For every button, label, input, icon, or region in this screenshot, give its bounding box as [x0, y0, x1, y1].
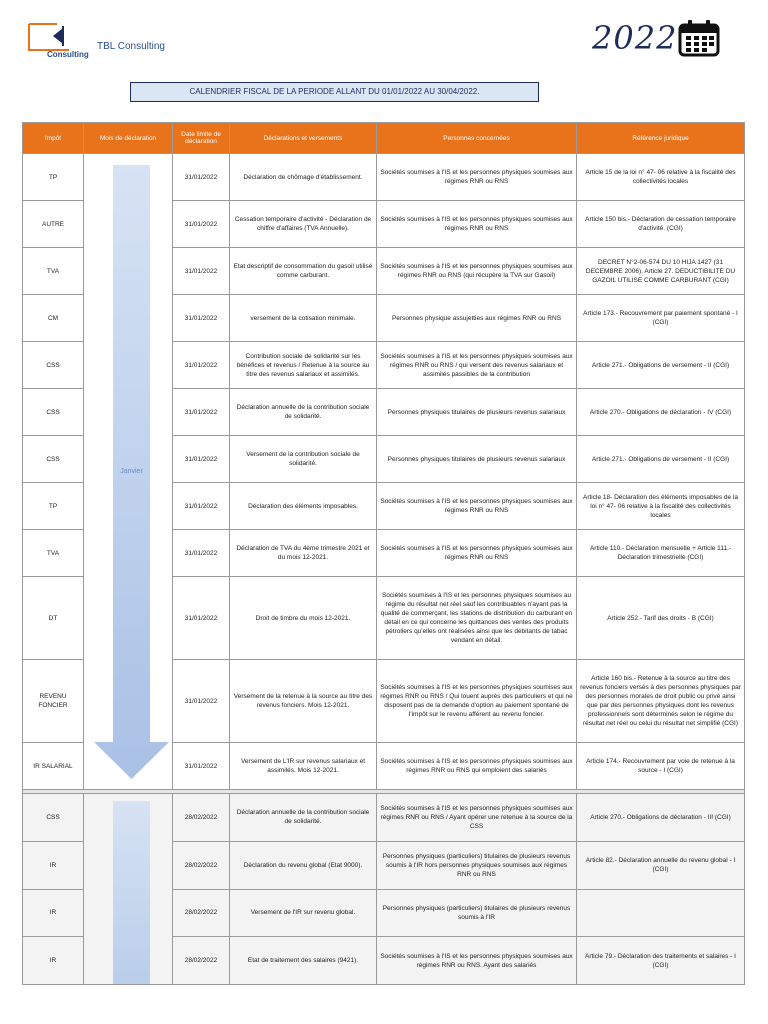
deadline-cell: 31/01/2022: [173, 389, 230, 436]
deadline-cell: 31/01/2022: [173, 743, 230, 790]
deadline-cell: 31/01/2022: [173, 483, 230, 530]
column-header: Date limite de déclaration: [173, 123, 230, 154]
declaration-cell: Déclaration du revenu global (Etat 9000).: [230, 841, 377, 889]
legal-reference-cell: Article 82.- Déclaration annuelle du revenu global - I (CGI): [577, 841, 745, 889]
year-title: 2022: [592, 19, 678, 57]
declaration-cell: Versement de la retenue à la source au titre des revenus fonciers. Mois 12-2021.: [230, 660, 377, 743]
legal-reference-cell: Article 271.- Obligations de versement - II (CGI): [577, 436, 745, 483]
tax-type-cell: AUTRE: [23, 201, 84, 248]
deadline-cell: 31/01/2022: [173, 660, 230, 743]
persons-cell: Personnes physiques titulaires de plusieurs revenus salariaux: [377, 436, 577, 483]
declaration-cell: Déclaration annuelle de la contribution sociale de solidarité.: [230, 389, 377, 436]
deadline-cell: 31/01/2022: [173, 436, 230, 483]
company-logo: [27, 18, 177, 60]
month-cell: [84, 794, 173, 985]
tax-type-cell: REVENU FONCIER: [23, 660, 84, 743]
tax-type-cell: IR: [23, 937, 84, 985]
deadline-cell: 31/01/2022: [173, 530, 230, 577]
deadline-cell: 31/01/2022: [173, 342, 230, 389]
deadline-cell: 28/02/2022: [173, 937, 230, 985]
legal-reference-cell: Article 270.- Obligations de déclaration - IV (CGI): [577, 389, 745, 436]
declaration-cell: Droit de timbre du mois 12-2021.: [230, 577, 377, 660]
declaration-cell: Déclaration de chômage d'établissement.: [230, 154, 377, 201]
tax-type-cell: IR SALARIAL: [23, 743, 84, 790]
legal-reference-cell: DECRET N°2-06-574 DU 10 HIJA 1427 (31 DECEMBRE 2006). Article 27. DEDUCTIBILITE DU GAZOIL UTILISE COMME CARBURANT (CGI): [577, 248, 745, 295]
table-row: [23, 794, 745, 842]
persons-cell: Sociétés soumises à l'IS et les personnes physiques soumises aux régimes RNR ou RNS qui emploient des salariés: [377, 743, 577, 790]
persons-cell: Sociétés soumises à l'IS et les personnes physiques soumises aux régimes RNR ou RNS / Qui louent auprès des particuliers et qui ne disposent pas de la demande d'option au paiement spontané de l'impôt sur le revenu afférent au revenu foncier.: [377, 660, 577, 743]
tax-type-cell: TP: [23, 154, 84, 201]
tax-type-cell: IR: [23, 841, 84, 889]
month-label: Janvier: [120, 467, 143, 475]
deadline-cell: 31/01/2022: [173, 577, 230, 660]
deadline-cell: 28/02/2022: [173, 889, 230, 937]
persons-cell: Sociétés soumises à l'IS et les personnes physiques soumises aux régimes RNR ou RNS / Ayant opérer une retenue à la source de la CSS: [377, 794, 577, 842]
legal-reference-cell: Article 271.- Obligations de versement - II (CGI): [577, 342, 745, 389]
persons-cell: Sociétés soumises à l'IS et les personnes physiques soumises aux régimes RNR ou RNS. Ayant des salariés: [377, 937, 577, 985]
tax-type-cell: TP: [23, 483, 84, 530]
legal-reference-cell: [577, 889, 745, 937]
tax-type-cell: CSS: [23, 389, 84, 436]
deadline-cell: 28/02/2022: [173, 794, 230, 842]
legal-reference-cell: Article 110.- Déclaration mensuelle + Article 111.- Déclaration trimestrielle (CGI): [577, 530, 745, 577]
fiscal-calendar-table: [22, 122, 745, 985]
period-banner: CALENDRIER FISCAL DE LA PERIODE ALLANT DU 01/01/2022 AU 30/04/2022.: [130, 82, 539, 102]
month-cell: [84, 154, 173, 790]
table-row: [23, 154, 745, 201]
declaration-cell: Déclaration des éléments imposables.: [230, 483, 377, 530]
declaration-cell: versement de la cotisation minimale.: [230, 295, 377, 342]
column-header: Déclarations et versements: [230, 123, 377, 154]
table-header-row: [23, 123, 745, 154]
deadline-cell: 31/01/2022: [173, 248, 230, 295]
deadline-cell: 28/02/2022: [173, 841, 230, 889]
persons-cell: Personnes physiques (particuliers) titulaires de plusieurs revenus soumis à l'IR: [377, 889, 577, 937]
legal-reference-cell: Article 173.- Recouvrement par paiement spontané - I (CGI): [577, 295, 745, 342]
tax-type-cell: IR: [23, 889, 84, 937]
declaration-cell: Etat de traitement des salaires (9421).: [230, 937, 377, 985]
legal-reference-cell: Article 174.- Recouvrement par voie de retenue à la source - I (CGI): [577, 743, 745, 790]
logo-mark-icon: [27, 22, 71, 52]
column-header: Mois de déclaration: [84, 123, 173, 154]
persons-cell: Sociétés soumises à l'IS et les personnes physiques soumises aux régimes RNR ou RNS: [377, 154, 577, 201]
persons-cell: Sociétés soumises à l'IS et les personnes physiques soumises aux régimes RNR ou RNS: [377, 201, 577, 248]
declaration-cell: Déclaration annuelle de la contribution sociale de solidarité.: [230, 794, 377, 842]
declaration-cell: Versement de l'IR sur revenu global.: [230, 889, 377, 937]
persons-cell: Sociétés soumises à l'IS et les personnes physiques soumises aux régimes RNR ou RNS: [377, 483, 577, 530]
legal-reference-cell: Article 150 bis.- Déclaration de cessation temporaire d'activité. (CGI): [577, 201, 745, 248]
legal-reference-cell: Article 79.- Déclaration des traitements et salaires - I (CGI): [577, 937, 745, 985]
declaration-cell: Déclaration de TVA du 4ème trimestre 2021 et du mois 12-2021.: [230, 530, 377, 577]
legal-reference-cell: Article 18- Déclaration des éléments imposables de la loi n° 47- 06 relative à la fiscalité des collectivités locales: [577, 483, 745, 530]
column-header: Impôt: [23, 123, 84, 154]
persons-cell: Personnes physique assujetties aux régimes RNR ou RNS: [377, 295, 577, 342]
logo-subtitle: Consulting: [47, 50, 89, 59]
declaration-cell: Etat descriptif de consommation du gasoil utilisé comme carburant.: [230, 248, 377, 295]
declaration-cell: Contribution sociale de solidarité sur les bénéfices et revenus / Retenue à la source au titre des revenus salariaux et assimilés.: [230, 342, 377, 389]
deadline-cell: 31/01/2022: [173, 295, 230, 342]
column-header: Référence juridique: [577, 123, 745, 154]
persons-cell: Sociétés soumises à l'IS et les personnes physiques soumises aux régimes RNR ou RNS (qui récupère la TVA sur Gasoil): [377, 248, 577, 295]
legal-reference-cell: Article 160 bis.- Retenue à la source au titre des revenus fonciers versés à des personnes physiques par des personnes morales de droit public ou privé ainsi que par des personnes physiques dont les revenus professionnels sont déterminés selon le régime du résultat net réel ou celui du résultat net simplifié (CGI): [577, 660, 745, 743]
persons-cell: Sociétés soumises à l'IS et les personnes physiques soumises au régime du résultat net réel sauf les contribuables n'ayant pas la qualité de commerçant, les stations de distribution du carburant en détail en ce qui concerne les quittances des ventes des produits pétroliers qu'elles ont réalisées ainsi que les débitants de tabac vendant en détail.: [377, 577, 577, 660]
tax-type-cell: CSS: [23, 436, 84, 483]
persons-cell: Sociétés soumises à l'IS et les personnes physiques soumises aux régimes RNR ou RNS / qui versent des revenus salariaux et assimilés passibles de la contribution: [377, 342, 577, 389]
month-bar: [113, 801, 150, 985]
persons-cell: Personnes physiques (particuliers) titulaires de plusieurs revenus soumis à l'IR hors personnes physiques soumises aux régimes RNR ou RNS: [377, 841, 577, 889]
persons-cell: Sociétés soumises à l'IS et les personnes physiques soumises aux régimes RNR ou RNS: [377, 530, 577, 577]
tax-type-cell: CSS: [23, 794, 84, 842]
declaration-cell: Cessation temporaire d'activité - Déclaration de chiffre d'affaires (TVA Annuelle).: [230, 201, 377, 248]
deadline-cell: 31/01/2022: [173, 154, 230, 201]
tax-type-cell: CSS: [23, 342, 84, 389]
column-header: Personnes concernées: [377, 123, 577, 154]
legal-reference-cell: Article 15 de la loi n° 47- 06 relative à la fiscalité des collectivités locales: [577, 154, 745, 201]
legal-reference-cell: Article 270.- Obligations de déclaration - III (CGI): [577, 794, 745, 842]
tax-type-cell: TVA: [23, 248, 84, 295]
declaration-cell: Versement de la contribution sociale de solidarité.: [230, 436, 377, 483]
deadline-cell: 31/01/2022: [173, 201, 230, 248]
brand-name: TBL Consulting: [97, 41, 165, 52]
tax-type-cell: TVA: [23, 530, 84, 577]
legal-reference-cell: Article 252.- Tarif des droits - B (CGI): [577, 577, 745, 660]
tax-type-cell: CM: [23, 295, 84, 342]
declaration-cell: Versement de L'IR sur revenus salariaux et assimilés. Mois 12-2021.: [230, 743, 377, 790]
calendar-icon: [678, 19, 720, 57]
persons-cell: Personnes physiques titulaires de plusieurs revenus salariaux: [377, 389, 577, 436]
tax-type-cell: DT: [23, 577, 84, 660]
